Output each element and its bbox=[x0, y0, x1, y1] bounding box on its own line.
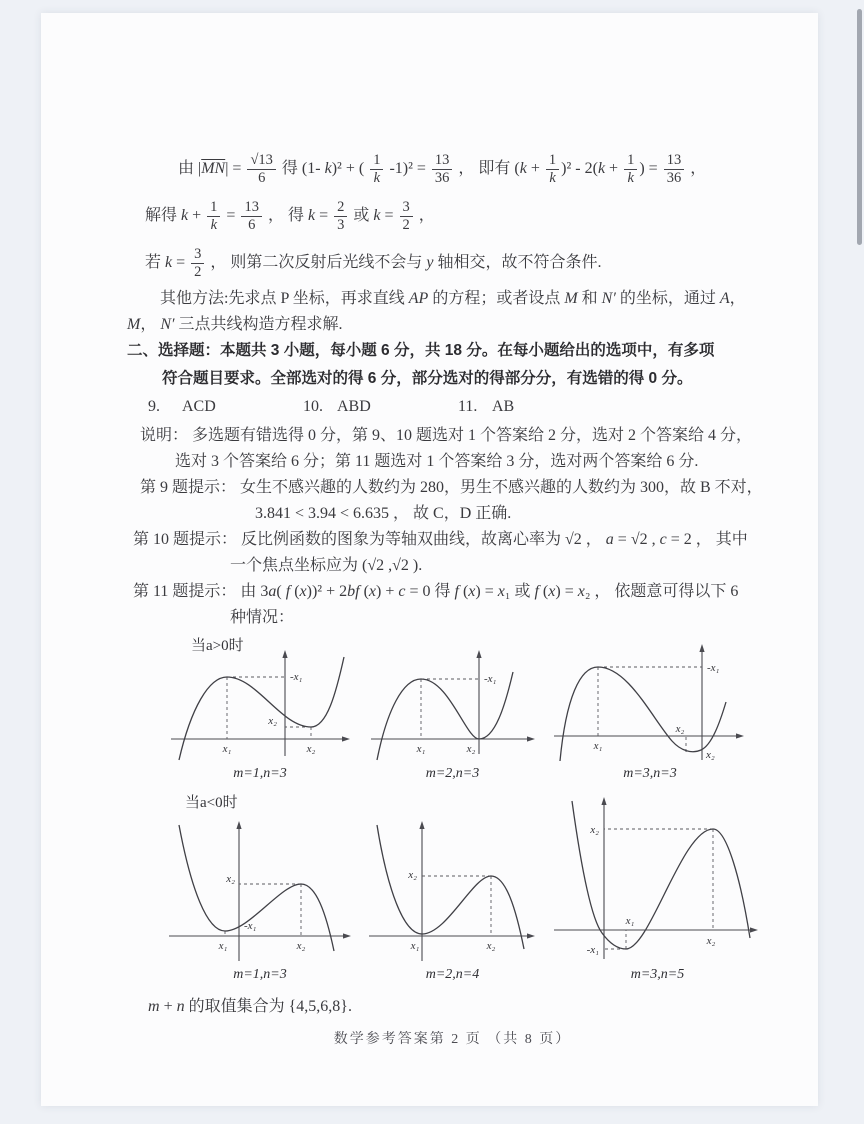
scrollbar-thumb[interactable] bbox=[857, 9, 862, 245]
graph-b3-label-x2-value: x₂ bbox=[590, 824, 599, 836]
graph-b3-svg bbox=[550, 793, 765, 965]
section-title-line-1: 二、选择题：本题共 3 小题，每小题 6 分，共 18 分。在每小题给出的选项中，有多项 bbox=[127, 342, 715, 359]
graph-b2-label-x2-value: x₂ bbox=[408, 869, 417, 881]
alt-method-line-2: M， N′ 三点共线构造方程求解. bbox=[127, 316, 343, 333]
document-page bbox=[41, 13, 818, 1106]
math-line-mn: 由 $|\overline{MN}|$ = $\frac{√13}{6}$ 得 (1- k)² + ( $\frac{1}{k}$ -1)² = $\frac{13}{36}$ ， 即有 (k + $\frac{1}{k}$ )² - 2(k + $\frac{1}{k}$ ) = $\frac{13}{36}$ ， bbox=[178, 152, 707, 186]
figure-heading-a-positive: 当a>0时 bbox=[191, 638, 244, 654]
note-line-2: 选对 3 个答案给 6 分；第 11 题选对 1 个答案给 3 分，选对两个答案给 6 分. bbox=[175, 453, 699, 470]
hint-q9-line-2: 3.841 < 3.94 < 6.635 ， 故 C，D 正确. bbox=[255, 505, 512, 522]
graph-b2-caption: m=2,n=4 bbox=[425, 967, 480, 982]
figure-row-a-positive bbox=[165, 638, 778, 783]
answer-q11 bbox=[458, 394, 613, 420]
math-line-solve-k: 解得 k + $\frac{1}{k}$ = $\frac{13}{6}$ ， 得 k = $\frac{2}{3}$ 或 k = $\frac{3}{2}$ ， bbox=[145, 199, 435, 233]
graph-b3-caption: m=3,n=5 bbox=[630, 967, 685, 982]
graph-a2-label-x2: x₂ bbox=[466, 743, 476, 755]
graph-b2-svg bbox=[365, 815, 540, 965]
graph-b1-caption: m=1,n=3 bbox=[233, 967, 287, 982]
graph-b2-label-x2: x₂ bbox=[486, 940, 496, 952]
hint-q11-line-2: 种情况： bbox=[230, 609, 295, 626]
answer-q11-number: 11. bbox=[458, 398, 478, 415]
graph-b1-label-x1: x₁ bbox=[218, 940, 228, 952]
graph-a3-label-neg-x1: -x₁ bbox=[707, 662, 720, 674]
answer-q10 bbox=[303, 394, 458, 420]
figure-row-b-negative bbox=[165, 793, 778, 984]
graph-a2-svg bbox=[365, 644, 540, 764]
graph-b2-m2n4 bbox=[365, 815, 540, 984]
page-footer: 数学参考答案第 2 页 （共 8 页） bbox=[333, 1032, 572, 1047]
graph-a3-m3n3 bbox=[550, 638, 750, 783]
graph-b3-m3n5 bbox=[550, 793, 765, 984]
graph-a1-label-x2-value: x₂ bbox=[268, 715, 277, 727]
graph-a3-caption: m=3,n=3 bbox=[623, 766, 677, 781]
page-content bbox=[127, 145, 778, 1052]
note-line-1: 说明： 多选题有错选得 0 分，第 9、10 题选对 1 个答案给 2 分，选对 2 个答案给 4 分， bbox=[140, 427, 753, 444]
graph-a1-svg bbox=[165, 644, 355, 764]
mn-set-line: m + n 的取值集合为 {4,5,6,8}. bbox=[148, 998, 352, 1015]
math-line-reject-k: 若 k = $\frac{3}{2}$ ， 则第二次反射后光线不会与 y 轴相交，故不符合条件. bbox=[145, 246, 602, 280]
graph-a2-label-x1: x₁ bbox=[416, 743, 426, 755]
answer-q11-value: AB bbox=[492, 398, 515, 415]
graph-a2-m2n3 bbox=[365, 644, 540, 783]
graph-b2-label-x1: x₁ bbox=[410, 940, 420, 952]
answer-q9-value: ACD bbox=[182, 398, 216, 415]
answer-q9-number: 9. bbox=[148, 398, 160, 415]
answer-q10-value: ABD bbox=[337, 398, 371, 415]
hint-q10-line-2: 一个焦点坐标应为 (√2 ,√2 ). bbox=[230, 557, 423, 574]
graph-a3-label-x2-below: x₂ bbox=[706, 749, 715, 761]
graph-a1-label-x2: x₂ bbox=[306, 743, 316, 755]
graph-b1-label-x2-value: x₂ bbox=[226, 873, 235, 885]
graph-b1-label-x2: x₂ bbox=[296, 940, 306, 952]
graph-b1-label-neg-x1: -x₁ bbox=[244, 920, 257, 932]
graph-a1-caption: m=1,n=3 bbox=[233, 766, 287, 781]
graph-a2-label-neg-x1: -x₁ bbox=[484, 673, 497, 685]
graph-b1-m1n3 bbox=[165, 815, 355, 984]
graph-a1-m1n3 bbox=[165, 644, 355, 783]
graph-b3-label-x2: x₂ bbox=[706, 935, 716, 947]
answer-q10-number: 10. bbox=[303, 398, 323, 415]
graph-a3-label-x2-above: x₂ bbox=[675, 723, 685, 735]
graph-a1-label-x1: x₁ bbox=[222, 743, 232, 755]
figure-heading-b-negative: 当a<0时 bbox=[185, 795, 238, 811]
hint-q10-line-1: 第 10 题提示： 反比例函数的图象为等轴双曲线，故离心率为 √2 ， a = √2 , c = 2 ， 其中 bbox=[133, 531, 748, 548]
graph-b3-label-neg-x1: -x₁ bbox=[586, 944, 599, 956]
alt-method-line-1: 其他方法:先求点 P 坐标，再求直线 AP 的方程；或者设点 M 和 N′ 的坐标，通过 A， bbox=[160, 290, 746, 307]
hint-q11-line-1: 第 11 题提示： 由 3a( f (x))² + 2bf (x) + c = 0 得 f (x) = x₁ 或 f (x) = x₂ ， 依题意可得以下 6 bbox=[133, 583, 739, 600]
hint-q9-line-1: 第 9 题提示： 女生不感兴趣的人数约为 280，男生不感兴趣的人数约为 300，故 B 不对， bbox=[140, 479, 763, 496]
graph-b3-label-x1: x₁ bbox=[625, 915, 635, 927]
section-title-line-2: 符合题目要求。全部选对的得 6 分，部分选对的得部分分，有选错的得 0 分。 bbox=[162, 370, 693, 387]
graph-a3-label-x1: x₁ bbox=[593, 740, 603, 752]
graph-a3-svg bbox=[550, 638, 750, 764]
answer-q9 bbox=[148, 394, 303, 420]
graph-a2-caption: m=2,n=3 bbox=[425, 766, 480, 781]
answers-row bbox=[148, 394, 778, 420]
graph-b1-svg bbox=[165, 815, 355, 965]
graph-a1-label-neg-x1: -x₁ bbox=[290, 671, 303, 683]
